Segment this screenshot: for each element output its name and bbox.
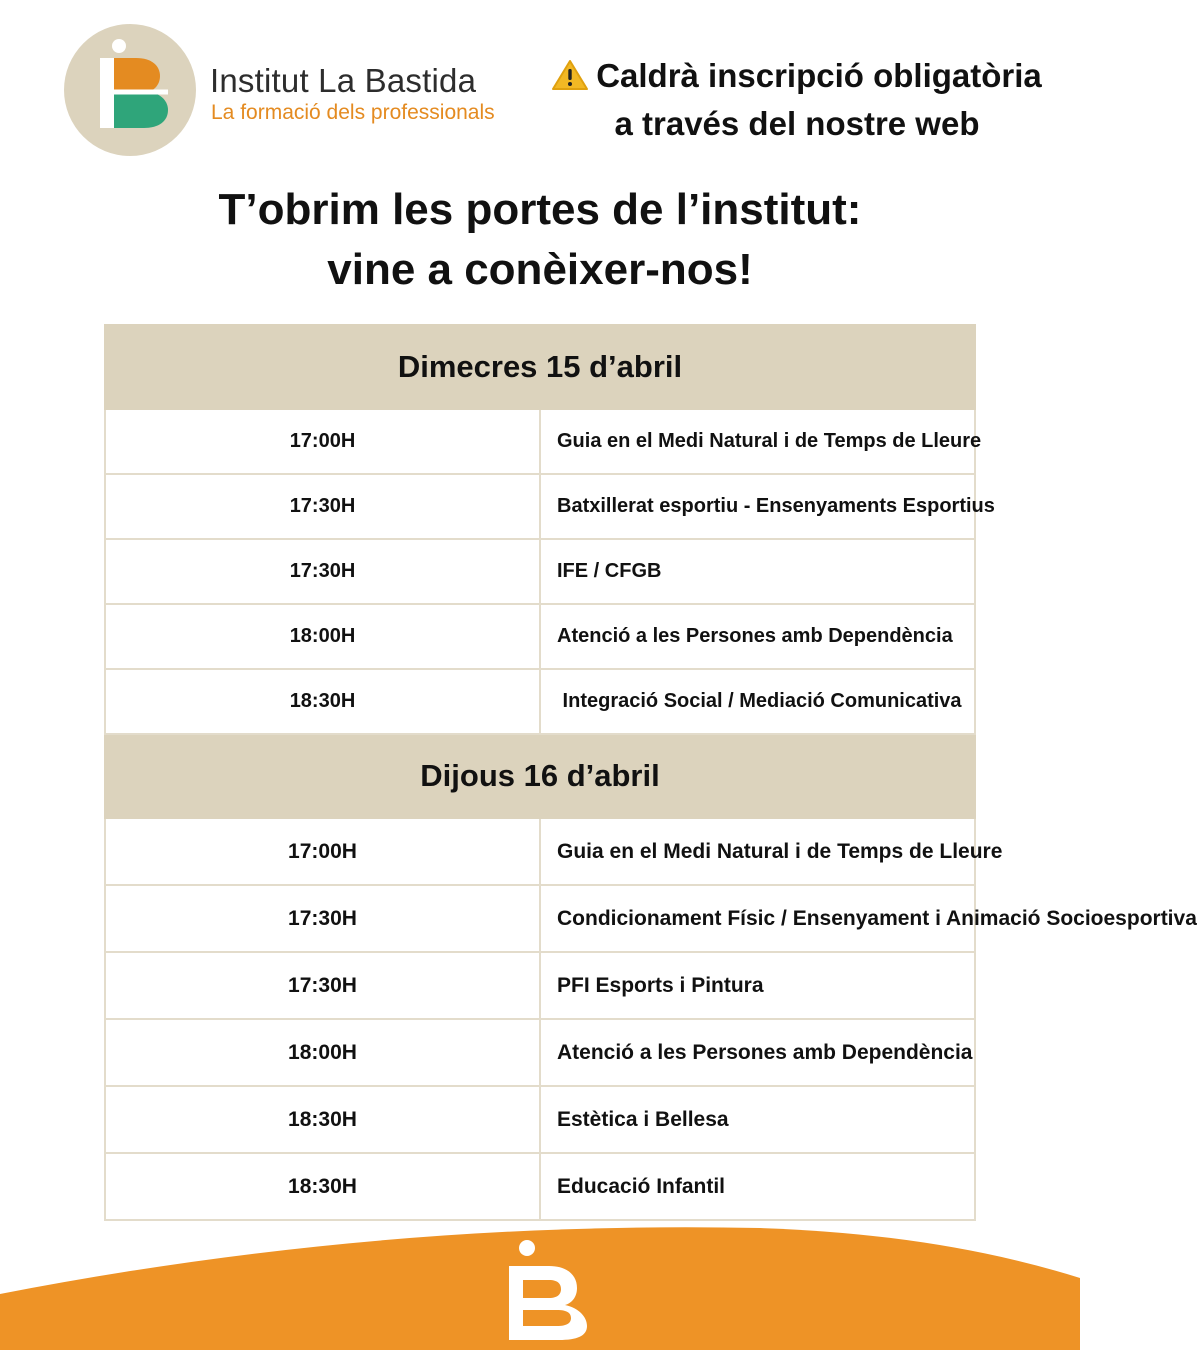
session-time: 17:30H <box>105 885 540 952</box>
page-title-line1: T’obrim les portes de l’institut: <box>218 185 862 234</box>
session-title: Guia en el Medi Natural i de Temps de Lleure <box>540 818 975 885</box>
day-header <box>105 734 975 818</box>
session-title: Educació Infantil <box>540 1153 975 1220</box>
notice-line2: a través del nostre web <box>614 105 980 142</box>
table-row <box>105 1086 975 1153</box>
table-row <box>105 539 975 604</box>
session-time: 17:00H <box>105 409 540 474</box>
session-time: 17:30H <box>105 952 540 1019</box>
session-time: 17:30H <box>105 474 540 539</box>
table-row <box>105 669 975 734</box>
day-header <box>105 325 975 409</box>
schedule-table <box>104 324 1197 1221</box>
table-row <box>105 604 975 669</box>
table-row <box>105 1019 975 1086</box>
session-time: 17:00H <box>105 818 540 885</box>
page-title-line2: vine a conèixer-nos! <box>327 245 753 294</box>
logo-badge <box>64 24 196 156</box>
session-time: 18:30H <box>105 669 540 734</box>
table-row <box>105 409 975 474</box>
brand-name: Institut La Bastida <box>210 62 477 99</box>
notice-line1: Caldrà inscripció obligatòria <box>596 57 1042 94</box>
session-title: Integració Social / Mediació Comunicativa <box>540 669 975 734</box>
session-title: Condicionament Físic / Ensenyament i Animació Socioesportiva <box>540 885 975 952</box>
session-time: 17:30H <box>105 539 540 604</box>
session-title: Atenció a les Persones amb Dependència <box>540 604 975 669</box>
table-row <box>105 952 975 1019</box>
session-title: Estètica i Bellesa <box>540 1086 975 1153</box>
session-time: 18:30H <box>105 1153 540 1220</box>
session-time: 18:00H <box>105 604 540 669</box>
table-row <box>105 474 975 539</box>
session-time: 18:30H <box>105 1086 540 1153</box>
table-row <box>105 818 975 885</box>
session-title: IFE / CFGB <box>540 539 975 604</box>
day-label: Dimecres 15 d’abril <box>105 325 975 409</box>
page-title <box>0 180 1080 300</box>
session-time: 18:00H <box>105 1019 540 1086</box>
table-row <box>105 1153 975 1220</box>
day-label: Dijous 16 d’abril <box>105 734 975 818</box>
institut-la-bastida-logo <box>64 24 196 156</box>
session-title: Batxillerat esportiu - Ensenyaments Esportius <box>540 474 975 539</box>
session-title: PFI Esports i Pintura <box>540 952 975 1019</box>
brand-tagline: La formació dels professionals <box>211 101 495 124</box>
warning-icon <box>552 58 588 102</box>
table-row <box>105 885 975 952</box>
session-title: Atenció a les Persones amb Dependència <box>540 1019 975 1086</box>
session-title: Guia en el Medi Natural i de Temps de Lleure <box>540 409 975 474</box>
footer-logo-icon <box>503 1238 593 1344</box>
registration-notice <box>532 54 1062 146</box>
